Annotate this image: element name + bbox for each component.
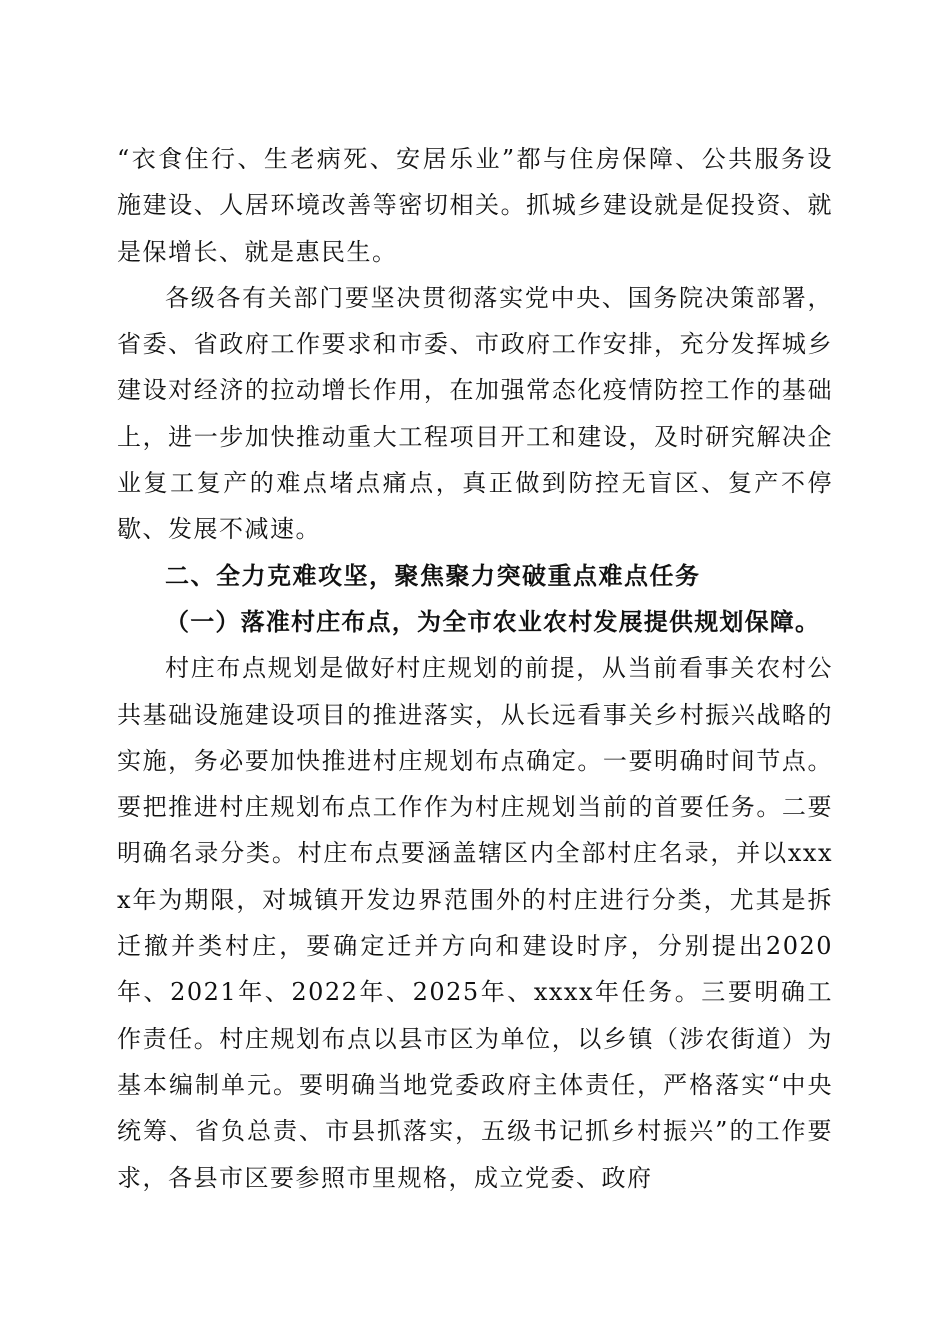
paragraph-livelihood: “衣食住行、生老病死、安居乐业”都与住房保障、公共服务设施建设、人居环境改善等密切相关。抓城乡建设就是促投资、就是保增长、就是惠民生。 <box>117 145 833 266</box>
paragraph-village-planning: 村庄布点规划是做好村庄规划的前提，从当前看事关农村公共基础设施建设项目的推进落实，从长远看事关乡村振兴战略的实施，务必要加快推进村庄规划布点确定。一要明确时间节点。要把推进村庄规划布点工作作为村庄规划当前的首要任务。二要明确名录分类。村庄布点要涵盖辖区内全部村庄名录，并以xxxx年为期限，对城镇开发边界范围外的村庄进行分类，尤其是拆迁撤并类村庄，要确定迁并方向和建设时序，分别提出2020年、2021年、2022年、2025年、xxxx年任务。三要明确工作责任。村庄规划布点以县市区为单位，以乡镇（涉农街道）为基本编制单元。要明确当地党委政府主体责任，严格落实“中央统筹、省负总责、市县抓落实，五级书记抓乡村振兴”的工作要求，各县市区要参照市里规格，成立党委、政府 <box>117 654 833 1192</box>
paragraph-departments: 各级各有关部门要坚决贯彻落实党中央、国务院决策部署，省委、省政府工作要求和市委、市政府工作安排，充分发挥城乡建设对经济的拉动增长作用，在加强常态化疫情防控工作的基础上，进一步加快推动重大工程项目开工和建设，及时研究解决企业复工复产的难点堵点痛点，真正做到防控无盲区、复产不停歇、发展不减速。 <box>117 283 833 544</box>
section-heading: 二、全力克难攻坚，聚焦聚力突破重点难点任务 <box>165 561 701 590</box>
subsection-heading: （一）落准村庄布点，为全市农业农村发展提供规划保障。 <box>165 606 821 636</box>
document-body <box>117 136 833 1201</box>
